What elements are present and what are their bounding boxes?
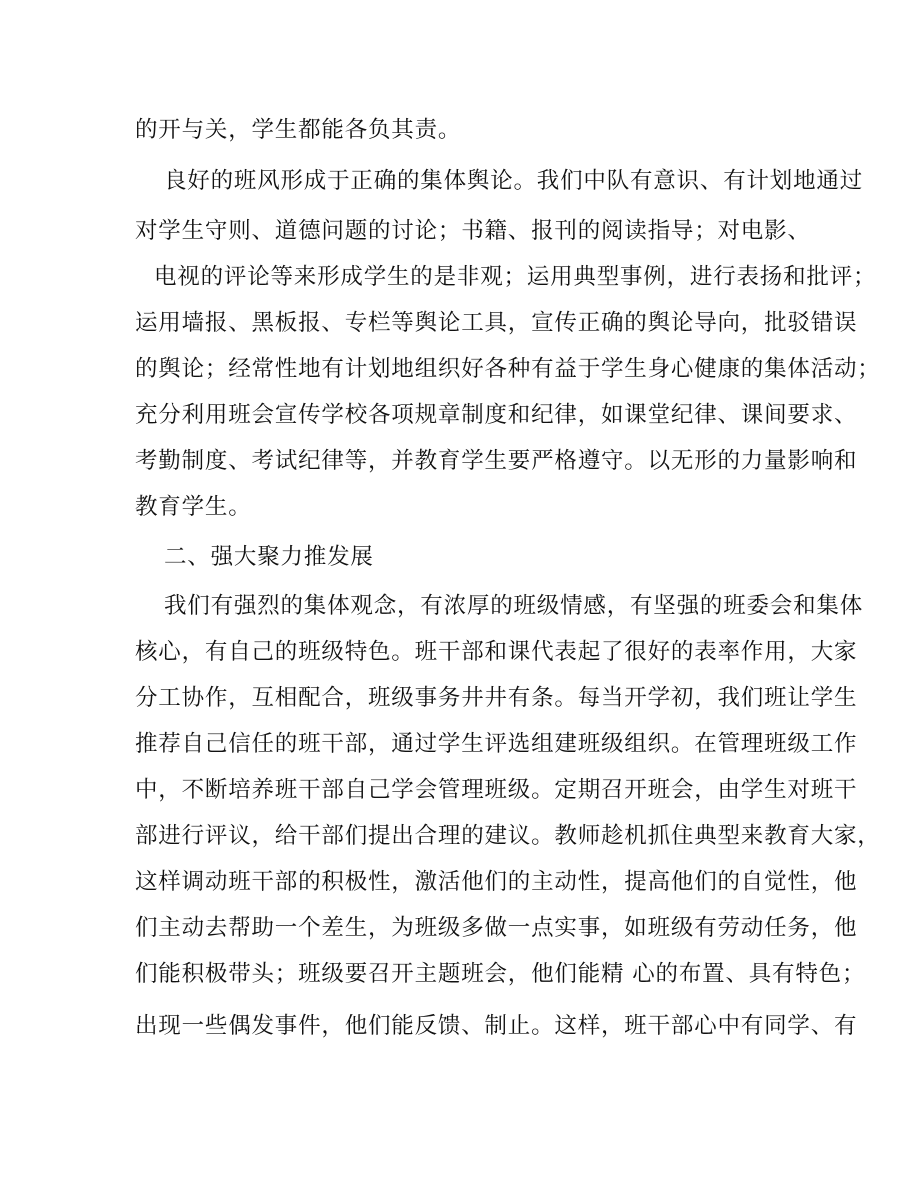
text-line: 考勤制度、考试纪律等，并教育学生要严格遵守。以无形的力量影响和 (135, 448, 858, 474)
text-line: 的开与关，学生都能各负其责。 (135, 117, 462, 143)
text-line: 们主动去帮助一个差生，为班级多做一点实事，如班级有劳动任务，他 (135, 915, 858, 941)
text-line: 分工协作，互相配合，班级事务井井有条。每当开学初，我们班让学生 (135, 685, 858, 711)
text-line: 部进行评议，给干部们提出合理的建议。教师趁机抓住典型来教育大家， (135, 823, 881, 849)
text-line: 推荐自己信任的班干部，通过学生评选组建班级组织。在管理班级工作 (135, 731, 858, 757)
text-line: 核心，有自己的班级特色。班干部和课代表起了很好的表率作用，大家 (135, 639, 858, 665)
text-line: 充分利用班会宣传学校各项规章制度和纪律，如课堂纪律、课间要求、 (135, 402, 858, 428)
text-line: 中，不断培养班干部自己学会管理班级。定期召开班会，由学生对班干 (135, 777, 858, 803)
text-line: 电视的评论等来形成学生的是非观；运用典型事例，进行表扬和批评； (154, 264, 877, 290)
section-heading: 二、强大聚力推发展 (164, 544, 374, 570)
text-line: 我们有强烈的集体观念，有浓厚的班级情感，有坚强的班委会和集体 (164, 593, 864, 619)
text-line: 运用墙报、黑板报、专栏等舆论工具，宣传正确的舆论导向，批驳错误 (135, 310, 858, 336)
text-line: 对学生守则、道德问题的讨论；书籍、报刊的阅读指导；对电影、 (135, 218, 811, 244)
text-line: 出现一些偶发事件，他们能反馈、制止。这样，班干部心中有同学、有 (135, 1013, 858, 1039)
text-line: 们能积极带头；班级要召开主题班会，他们能精 心的布置、具有特色； (135, 961, 866, 987)
text-line: 良好的班风形成于正确的集体舆论。我们中队有意识、有计划地通过 (164, 168, 864, 194)
text-line: 教育学生。 (135, 494, 252, 520)
text-line: 这样调动班干部的积极性，激活他们的主动性，提高他们的自觉性，他 (135, 869, 858, 895)
text-line: 的舆论；经常性地有计划地组织好各种有益于学生身心健康的集体活动； (135, 356, 881, 382)
